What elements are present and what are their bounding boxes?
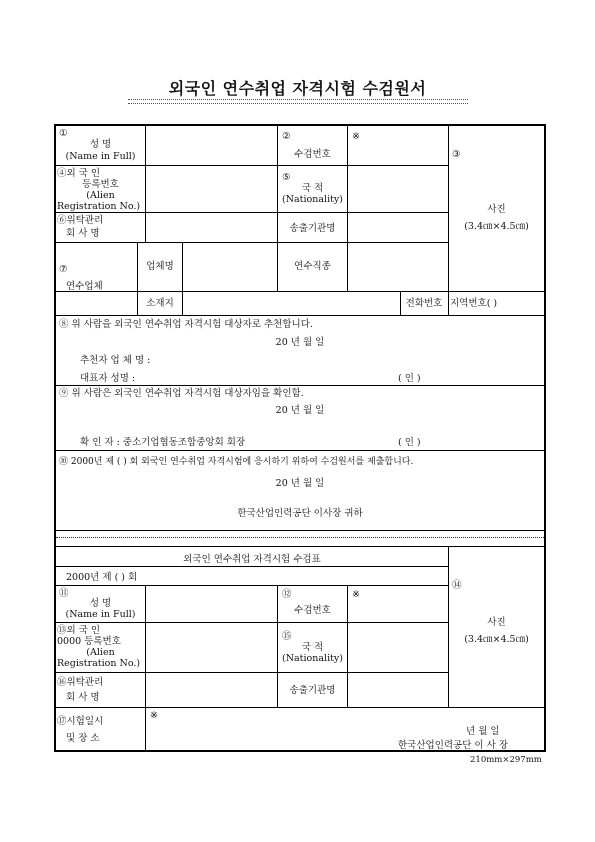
rule bbox=[54, 622, 448, 623]
field-12-label: 수검번호 bbox=[294, 605, 331, 616]
rule bbox=[54, 546, 546, 547]
field-3-number: ③ bbox=[452, 149, 461, 160]
field-15-label: 국 적 bbox=[301, 642, 324, 653]
field-12-number: ⑫ bbox=[282, 589, 292, 600]
rule bbox=[137, 291, 138, 292]
confirmation-date: 20 년 월 일 bbox=[275, 405, 325, 416]
sending-agency-label: 송출기관명 bbox=[289, 223, 336, 234]
field-11-label: 성 명 bbox=[89, 598, 112, 609]
rule bbox=[145, 585, 146, 750]
address-label: 소재지 bbox=[146, 298, 174, 309]
field-13-line1: ⑬외 국 인 bbox=[57, 625, 101, 636]
photo-size: (3.4㎝×4.5㎝) bbox=[464, 221, 529, 232]
recommendation-text: ⑧ 위 사람을 외국인 연수취업 자격시험 대상자로 추천합니다. bbox=[59, 319, 313, 330]
rule bbox=[54, 315, 546, 316]
rule bbox=[54, 291, 546, 292]
representative-name: 대표자 성명 : bbox=[80, 373, 136, 384]
rule bbox=[54, 124, 546, 126]
ticket-title: 외국인 연수취업 자격시험 수검표 bbox=[183, 554, 321, 565]
rule bbox=[182, 242, 183, 315]
nationality-input-area[interactable] bbox=[348, 166, 447, 211]
field-5-number: ⑤ bbox=[282, 172, 291, 183]
confirmer: 확 인 자 : 중소기업협동조합중앙회 회장 bbox=[80, 437, 246, 448]
training-type-label: 연수직종 bbox=[294, 261, 331, 272]
rule bbox=[54, 450, 546, 451]
field-5-label: 국 적 bbox=[301, 183, 324, 194]
field-4-line1: ④외 국 인 bbox=[57, 168, 101, 179]
field-7-number: ⑦ bbox=[59, 264, 68, 275]
field-11-number: ⑪ bbox=[59, 588, 69, 599]
exam-date: 년 월 일 bbox=[466, 726, 500, 737]
recommender-company: 추천자 업 체 명 : bbox=[80, 355, 151, 366]
rule bbox=[54, 566, 448, 567]
confirmation-text: ⑨ 위 사람은 외국인 연수취업 자격시험 대상자임을 확인함. bbox=[59, 388, 304, 399]
field-15-label-en: (Nationality) bbox=[281, 653, 343, 664]
recommendation-seal: ( 인 ) bbox=[398, 373, 421, 384]
field-1-label: 성 명 bbox=[89, 139, 112, 150]
field-5-label-en: (Nationality) bbox=[281, 194, 343, 205]
rule bbox=[544, 124, 546, 751]
area-code-label: 지역번호( ) bbox=[450, 298, 498, 309]
field-6-line2: 회 사 명 bbox=[66, 228, 100, 239]
field-1-number: ① bbox=[59, 128, 68, 139]
name-input-area[interactable] bbox=[146, 126, 276, 164]
field-11-label-en: (Name in Full) bbox=[65, 609, 136, 620]
form-title: 외국인 연수취업 자격시험 수검원서 bbox=[168, 79, 427, 98]
field-14-number: ⑭ bbox=[452, 580, 462, 591]
field-13-line2: 0000 등록번호 bbox=[57, 636, 121, 647]
rule bbox=[448, 291, 449, 315]
field-6-line1: ⑥위탁관리 bbox=[57, 215, 104, 226]
addressee: 한국산업인력공단 이사장 귀하 bbox=[237, 508, 363, 519]
recommendation-date: 20 년 월 일 bbox=[275, 337, 325, 348]
ticket-photo-size: (3.4㎝×4.5㎝) bbox=[464, 634, 529, 645]
rule bbox=[347, 585, 348, 707]
registration-input-area[interactable] bbox=[146, 166, 276, 211]
phone-label: 전화번호 bbox=[405, 298, 443, 309]
photo-label: 사진 bbox=[487, 204, 506, 215]
field-1-label-en: (Name in Full) bbox=[65, 151, 136, 162]
field-16-line1: ⑯위탁관리 bbox=[57, 677, 104, 688]
field-17-line2: 및 장 소 bbox=[66, 733, 100, 744]
field-4-line2: 등록번호 bbox=[82, 179, 119, 190]
rule bbox=[54, 530, 546, 531]
exam-issuer: 한국산업인력공단 이 사 장 bbox=[398, 740, 509, 751]
rule bbox=[54, 585, 448, 586]
field-2-number: ② bbox=[282, 131, 291, 142]
field-4-line4: Registration No.) bbox=[57, 201, 141, 212]
exam-office-use-mark: ※ bbox=[150, 710, 158, 721]
rule bbox=[54, 242, 448, 243]
field-2-label: 수검번호 bbox=[294, 149, 331, 160]
field-13-line3: (Alien bbox=[86, 647, 115, 658]
office-use-mark: ※ bbox=[352, 131, 360, 142]
rule bbox=[54, 212, 448, 213]
application-text: ⑩ 2000년 제 ( ) 회 외국인 연수취업 자격시험에 응시하기 위하여 수검원서를 제출합니다. bbox=[59, 457, 414, 467]
ticket-photo-label: 사진 bbox=[487, 617, 506, 628]
ticket-office-use-mark: ※ bbox=[352, 589, 360, 600]
application-date: 20 년 월 일 bbox=[275, 478, 325, 489]
rule bbox=[347, 242, 348, 291]
field-7-label: 연수업체 bbox=[66, 281, 103, 292]
paper-size: 210mm×297mm bbox=[470, 755, 542, 765]
confirmation-seal: ( 인 ) bbox=[398, 437, 421, 448]
rule bbox=[54, 672, 448, 673]
field-13-line4: Registration No.) bbox=[57, 658, 141, 669]
cut-line bbox=[56, 537, 544, 538]
ticket-round: 2000년 제 ( ) 회 bbox=[66, 572, 138, 583]
field-16-line2: 회 사 명 bbox=[66, 692, 100, 703]
field-4-line3: (Alien bbox=[86, 190, 115, 201]
rule bbox=[54, 385, 546, 386]
field-17-line1: ⑰시험일시 bbox=[57, 716, 104, 727]
field-15-number: ⑮ bbox=[282, 631, 292, 642]
company-name-label: 업체명 bbox=[146, 261, 174, 272]
ticket-sending-agency-label: 송출기관명 bbox=[289, 685, 336, 696]
title-underline bbox=[128, 99, 468, 104]
rule bbox=[54, 707, 546, 708]
